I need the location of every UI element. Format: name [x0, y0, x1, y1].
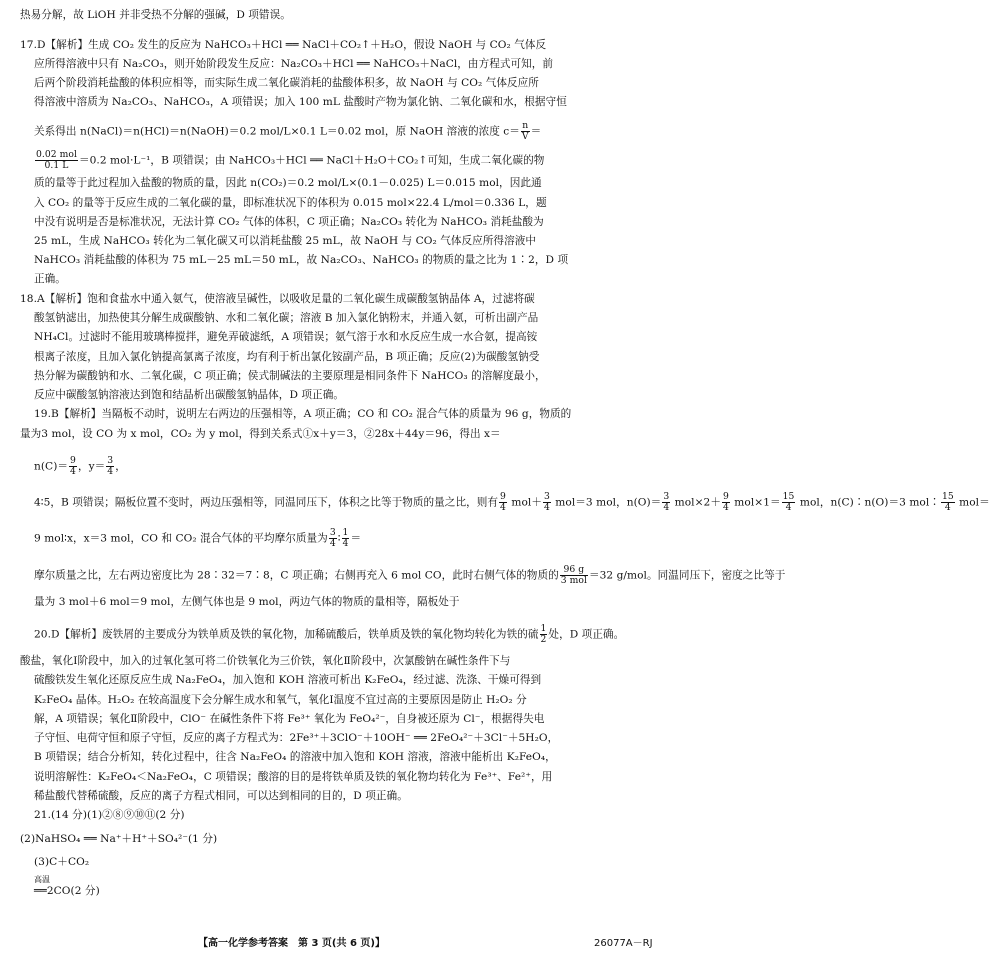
text-line: 9 mol∶x，x＝3 mol，CO 和 CO₂ 混合气体的平均摩尔质量为 $\frac{3}{4}$ ∶ $\frac{1}{4}$ ＝: [34, 527, 362, 549]
text-line: 摩尔质量之比，左右两边密度比为 28∶32＝7∶8，C 项正确；右侧再充入 6 mol CO，此时右侧气体的物质的 $\frac{96 g}{\text{3 mol}}$ ＝32 g/mol。同温同压下，密度之比等于: [34, 564, 786, 586]
answer-21-line-1: (2)NaHSO₄ ══ Na⁺＋H⁺＋SO₄²⁻(1 分): [20, 833, 218, 845]
fraction: $\frac{9}{4}$: [500, 491, 506, 513]
text-line: 量为 3 mol＋6 mol＝9 mol，左侧气体也是 9 mol，两边气体的物质的量相等，隔板处于: [34, 596, 460, 608]
text-span: 关系得出 n(NaCl)＝n(HCl)＝n(NaOH)＝0.2 mol/L×0.1 L＝0.02 mol，原 NaOH 溶液的浓度 c＝: [34, 125, 520, 138]
fraction: $\frac{3}{4}$: [329, 527, 336, 549]
reaction-condition: 高温 ══: [34, 875, 51, 897]
text-line: 得溶液中溶质为 Na₂CO₃、NaHCO₃，A 项错误；加入 100 mL 盐酸时产物为氯化钠、二氧化碳和水，根据守恒: [34, 96, 567, 108]
text-line: 稀盐酸代替稀硫酸，反应的离子方程式相同，可以达到相同的目的，D 项正确。: [34, 790, 408, 802]
fraction: $\frac{9}{4}$: [70, 455, 76, 477]
text-line: 质的量等于此过程加入盐酸的物质的量，因此 n(CO₂)＝0.2 mol/L×(0.1－0.025) L＝0.015 mol，因此通: [34, 177, 542, 189]
fraction: $\frac{\text{0.02 mol}}{0.1 L}$: [36, 149, 77, 171]
text-line: 后两个阶段消耗盐酸的体积应相等，而实际生成二氧化碳消耗的盐酸体积多，故 NaOH 与 CO₂ 气体反应所: [34, 77, 539, 89]
text-line: 关系得出 n(NaCl)＝n(HCl)＝n(NaOH)＝0.2 mol/L×0.1 L＝0.02 mol，原 NaOH 溶液的浓度 c＝ $\frac{n}{V}$ ＝: [34, 120, 542, 142]
fraction: $\frac{1}{4}$: [342, 527, 349, 549]
text-line: 中没有说明是否是标准状况，无法计算 CO₂ 气体的体积，C 项正确；Na₂CO₃ 转化为 NaHCO₃ 消耗盐酸为: [34, 216, 544, 228]
text-line: 子守恒、电荷守恒和原子守恒，反应的离子方程式为：2Fe³⁺＋3ClO⁻＋10OH⁻ ══ 2FeO₄²⁻＋3Cl⁻＋5H₂O，: [34, 732, 559, 744]
text-line: (3)C＋CO₂: [34, 856, 90, 868]
text-line: 21.(14 分)(1)②⑧⑨⑩⑪(2 分): [34, 809, 185, 821]
text-line: 说明溶解性：K₂FeO₄＜Na₂FeO₄，C 项错误；酸溶的目的是将铁单质及铁的氧化物均转化为 Fe³⁺、Fe²⁺，用: [34, 771, 553, 783]
fraction: $\frac{n}{V}$: [521, 120, 529, 142]
text-line: 25 mL，生成 NaHCO₃ 转化为二氧化碳又可以消耗盐酸 25 mL，故 NaOH 与 CO₂ 气体反应所得溶液中: [34, 235, 537, 247]
text-line: 硫酸铁发生氧化还原反应生成 Na₂FeO₄，加入饱和 KOH 溶液可析出 K₂FeO₄，经过滤、洗涤、干燥可得到: [34, 674, 542, 686]
fraction: $\frac{3}{4}$: [543, 491, 550, 513]
text-line: NaHCO₃ 消耗盐酸的体积为 75 mL－25 mL＝50 mL，故 Na₂CO₃、NaHCO₃ 的物质的量之比为 1∶2，D 项: [34, 254, 569, 266]
fraction: $\frac{15}{4}$: [782, 491, 795, 513]
text-line: B 项错误；结合分析知，转化过程中，往含 Na₂FeO₄ 的溶液中加入饱和 KOH 溶液，溶液中能析出 K₂FeO₄，: [34, 751, 556, 763]
footer-title: 【高一化学参考答案 第 3 页(共 6 页)】: [198, 938, 385, 949]
text-line: 入 CO₂ 的量等于反应生成的二氧化碳的量，即标准状况下的体积为 0.015 mol×22.4 L/mol＝0.336 L，题: [34, 197, 547, 209]
text-line: K₂FeO₄ 晶体。H₂O₂ 在较高温度下会分解生成水和氧气，氧化Ⅰ温度不宜过高的主要原因是防止 H₂O₂ 分: [34, 694, 527, 706]
fraction: $\frac{15}{4}$: [941, 491, 954, 513]
text-line: 根离子浓度，且加入氯化钠提高氯离子浓度，均有利于析出氯化铵副产品，B 项正确；反应(2)为碳酸氢钠受: [34, 351, 540, 363]
text-line: 正确。: [34, 273, 66, 285]
answer-17-line-1: 17.D【解析】生成 CO₂ 发生的反应为 NaHCO₃＋HCl ══ NaCl＋CO₂↑＋H₂O，假设 NaOH 与 CO₂ 气体反: [20, 39, 547, 51]
text-line: 反应中碳酸氢钠溶液达到饱和结晶析出碳酸氢钠晶体，D 项正确。: [34, 389, 344, 401]
answer-18-line-1: 18.A【解析】饱和食盐水中通入氨气，使溶液呈碱性，以吸收足量的二氧化碳生成碳酸氢钠晶体 A，过滤将碳: [20, 293, 535, 305]
fraction: $\frac{1}{2}$: [540, 623, 547, 645]
fraction: $\frac{9}{4}$: [722, 491, 729, 513]
fraction: $\frac{96 g}{\text{3 mol}}$: [560, 564, 587, 586]
text-line: 热易分解，故 LiOH 并非受热不分解的强碱，D 项错误。: [20, 9, 291, 21]
fraction: $\frac{3}{4}$: [663, 491, 670, 513]
text-line: 应所得溶液中只有 Na₂CO₃，则开始阶段发生反应：Na₂CO₃＋HCl ══ NaHCO₃＋NaCl，由方程式可知，前: [34, 58, 554, 70]
answer-19-line-1: 量为3 mol，设 CO 为 x mol，CO₂ 为 y mol，得到关系式①x＋y＝3，②28x＋44y＝96，得出 x＝: [20, 428, 501, 440]
text-line: 解，A 项错误；氧化Ⅱ阶段中，ClO⁻ 在碱性条件下将 Fe³⁺ 氧化为 FeO₄²⁻，自身被还原为 Cl⁻，根据得失电: [34, 713, 545, 725]
fraction: $\frac{3}{4}$: [107, 455, 114, 477]
text-line: 19.B【解析】当隔板不动时，说明左右两边的压强相等，A 项正确；CO 和 CO₂ 混合气体的质量为 96 g，物质的: [34, 408, 572, 420]
text-line: 高温 ══2CO(2 分): [34, 875, 100, 897]
answer-20-line-1: 酸盐，氧化Ⅰ阶段中，加入的过氧化氢可将二价铁氧化为三价铁，氧化Ⅱ阶段中，次氯酸钠在碱性条件下与: [20, 655, 511, 667]
text-line: 20.D【解析】废铁屑的主要成分为铁单质及铁的氧化物，加稀硫酸后，铁单质及铁的氧化物均转化为铁的硫 $\frac{1}{2}$ 处，D 项正确。: [34, 623, 625, 645]
text-line: 4∶5，B 项错误；隔板位置不变时，两边压强相等，同温同压下，体积之比等于物质的量之比，则有 $\frac{9}{4}$ mol＋ $\frac{3}{4}$ mol＝3 mol，n(O)＝ $\frac{3}{4}$ mol×2＋ $\frac{9}{4}$ mol×1＝ $\frac{15}{4}$ mol，n(C)∶n(O)＝3 mol∶ $\frac{15}{4}$ mol＝: [34, 491, 990, 513]
text-line: $\frac{\text{0.02 mol}}{0.1 L}$ ＝0.2 mol·L⁻¹，B 项错误；由 NaHCO₃＋HCl ══ NaCl＋H₂O＋CO₂↑可知，生成二氧化碳的物: [36, 149, 545, 171]
text-line: NH₄Cl。过滤时不能用玻璃棒搅拌，避免弄破滤纸，A 项错误；氨气溶于水和水反应生成一水合氨，提高铵: [34, 331, 538, 343]
text-line: n(C)＝ $\frac{9}{4}$ ，y＝ $\frac{3}{4}$ ，: [34, 455, 126, 477]
text-line: 酸氢钠滤出，加热使其分解生成碳酸钠、水和二氧化碳；溶液 B 加入氯化钠粉末，并通入氨，可析出副产品: [34, 312, 539, 324]
footer-code: 26077A－RJ: [594, 938, 653, 949]
text-line: 热分解为碳酸钠和水、二氧化碳，C 项正确；侯式制碱法的主要原理是相同条件下 NaHCO₃ 的溶解度最小，: [34, 370, 546, 382]
